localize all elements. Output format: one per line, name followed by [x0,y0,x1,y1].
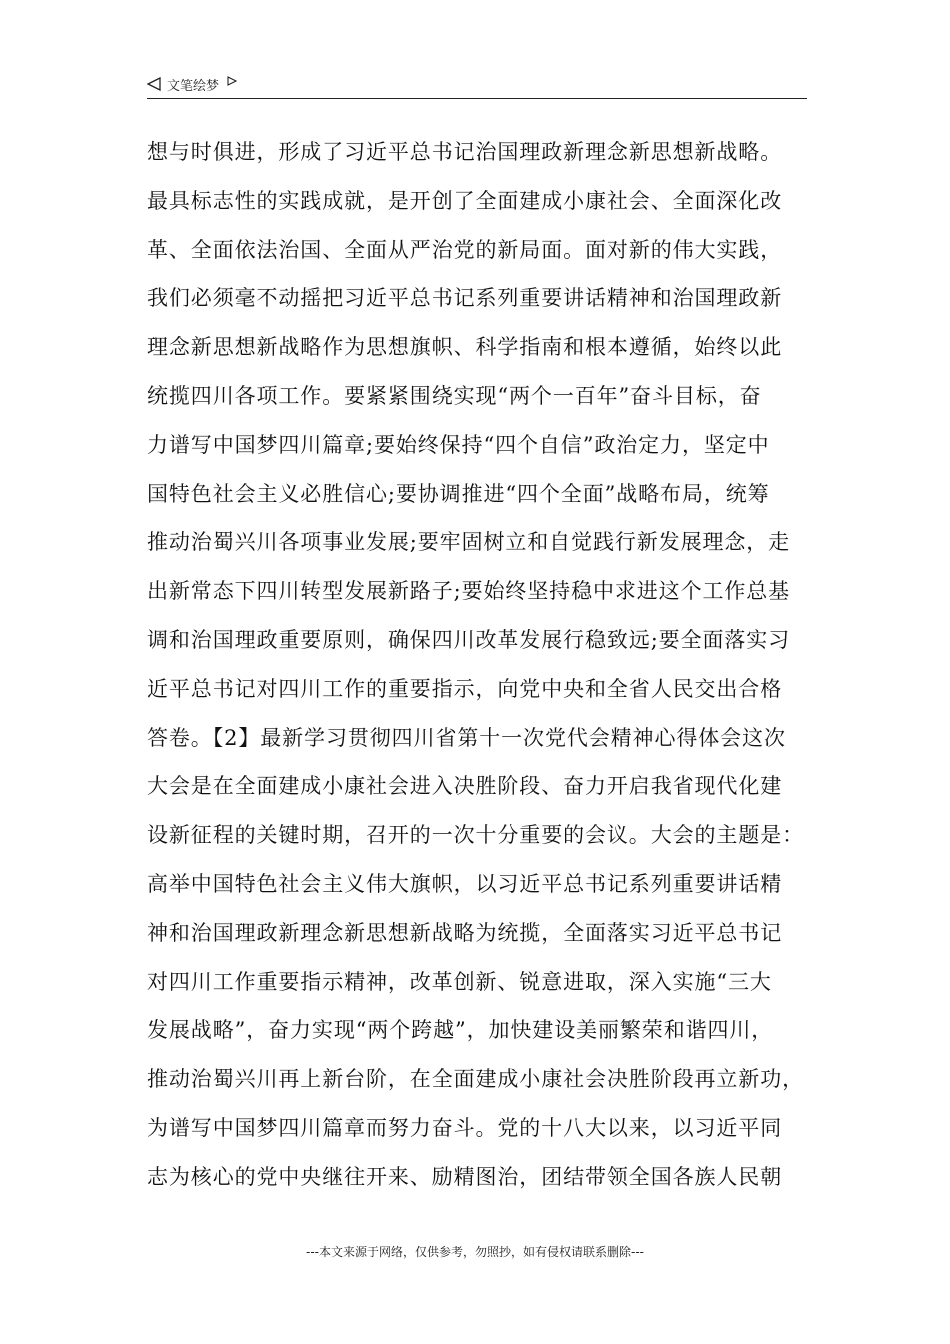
body-line: 答卷。【2】最新学习贯彻四川省第十一次党代会精神心得体会这次 [147,725,786,750]
body-line: 想与时俱进，形成了习近平总书记治国理政新理念新思想新战略。 [147,140,783,164]
document-body [147,132,812,1206]
body-line: 发展战略”，奋力实现“两个跨越”，加快建设美丽繁荣和谐四川， [147,1018,774,1043]
body-line: 推动治蜀兴川再上新台阶，在全面建成小康社会决胜阶段再立新功， [147,1067,804,1092]
body-line: 为谱写中国梦四川篇章而努力奋斗。党的十八大以来，以习近平同 [147,1115,783,1140]
body-line: 统揽四川各项工作。要紧紧围绕实现“两个一百年”奋斗目标，奋 [147,383,762,408]
body-line: 近平总书记对四川工作的重要指示，向党中央和全省人民交出合格 [147,676,783,701]
body-line: 高举中国特色社会主义伟大旗帜，以习近平总书记系列重要讲话精 [147,871,783,896]
body-line: 国特色社会主义必胜信心;要协调推进“四个全面”战略布局，统筹 [147,481,770,506]
body-line: 对四川工作重要指示精神，改革创新、锐意进取，深入实施“三大 [147,969,772,994]
body-line: 力谱写中国梦四川篇章;要始终保持“四个自信”政治定力，坚定中 [147,432,770,457]
header-title: 文笔绘梦 [167,78,220,94]
body-line: 调和治国理政重要原则，确保四川改革发展行稳致远;要全面落实习 [147,627,791,652]
body-line: 设新征程的关键时期，召开的一次十分重要的会议。大会的主题是： [147,823,804,848]
body-line: 最具标志性的实践成就，是开创了全面建成小康社会、全面深化改 [147,188,783,213]
page-header [147,70,807,99]
body-line: 革、全面依法治国、全面从严治党的新局面。面对新的伟大实践， [147,237,783,262]
triangle-left-icon [147,77,161,91]
body-line: 出新常态下四川转型发展新路子;要始终坚持稳中求进这个工作总基 [147,579,791,604]
body-line: 我们必须毫不动摇把习近平总书记系列重要讲话精神和治国理政新 [147,286,783,311]
triangle-right-icon [227,76,237,86]
body-line: 理念新思想新战略作为思想旗帜、科学指南和根本遵循，始终以此 [147,335,783,360]
body-line: 推动治蜀兴川各项事业发展;要牢固树立和自觉践行新发展理念，走 [147,530,791,555]
body-line: 神和治国理政新理念新思想新战略为统揽，全面落实习近平总书记 [147,920,783,945]
body-line: 志为核心的党中央继往开来、励精图治，团结带领全国各族人民朝 [147,1164,783,1189]
page-footer: ---本文来源于网络，仅供参考，勿照抄，如有侵权请联系删除--- [306,1245,644,1259]
body-line: 大会是在全面建成小康社会进入决胜阶段、奋力开启我省现代化建 [147,774,783,799]
